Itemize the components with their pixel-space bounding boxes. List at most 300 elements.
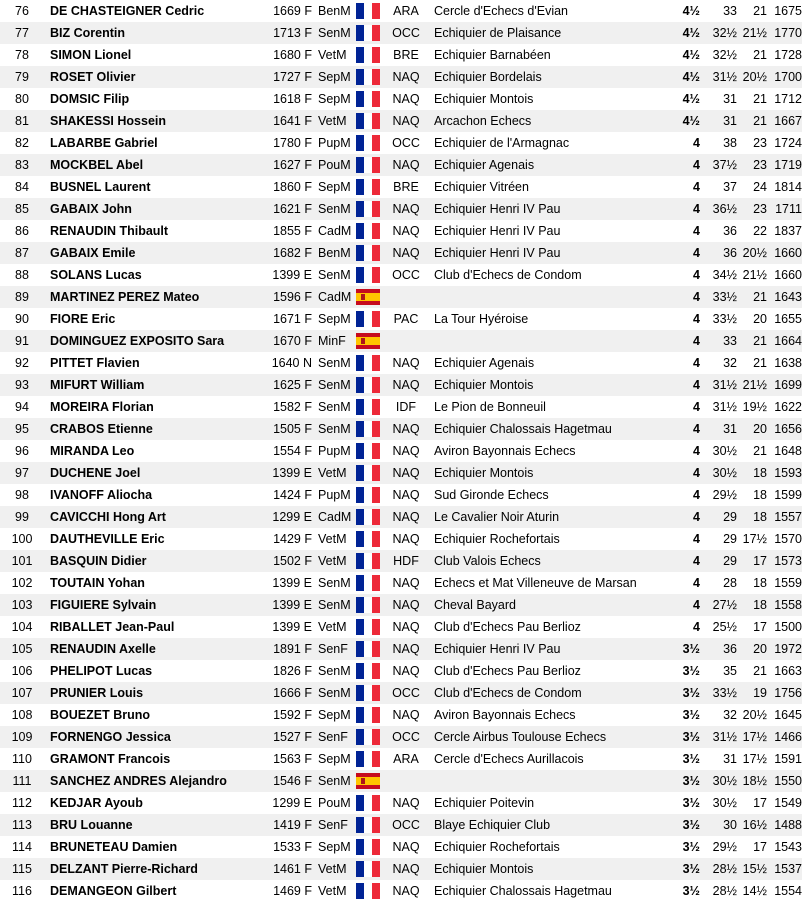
player-league: ARA [393,752,419,766]
player-category: SenF [318,818,348,832]
player-rank: 79 [15,70,29,84]
performance: 1543 [774,840,802,854]
player-club: Le Cavalier Noir Aturin [434,510,560,524]
table-row[interactable] [0,858,802,880]
performance: 1756 [774,686,802,700]
table-row[interactable] [0,330,802,352]
player-league: BRE [393,180,419,194]
player-club: Sud Gironde Echecs [434,488,549,502]
flag-cell [354,792,382,814]
player-league: NAQ [392,840,420,854]
performance: 1537 [774,862,802,876]
player-points: 4 [693,400,700,414]
player-league: BRE [393,48,419,62]
player-rating: 1461 F [273,862,312,876]
table-row[interactable] [0,660,802,682]
performance: 1700 [774,70,802,84]
player-rating: 1596 F [273,290,312,304]
flag-cell [354,110,382,132]
france-flag-icon [356,663,380,679]
performance: 1656 [774,422,802,436]
player-category: SenF [318,730,348,744]
player-rating: 1399 E [272,598,312,612]
player-rank: 92 [15,356,29,370]
player-rank: 110 [12,752,32,766]
table-row[interactable] [0,308,802,330]
player-rating: 1399 E [272,620,312,634]
tiebreak-1: 34½ [712,268,737,282]
table-row[interactable] [0,550,802,572]
player-name: CRABOS Etienne [50,422,153,436]
flag-cell [354,440,382,462]
player-name: GABAIX Emile [50,246,136,260]
france-flag-icon [356,223,380,239]
player-category: VetM [318,554,347,568]
player-club: Club Valois Echecs [434,554,541,568]
player-club: Echiquier Chalossais Hagetmau [434,884,612,898]
player-name: MOREIRA Florian [50,400,154,414]
table-row[interactable] [0,792,802,814]
spain-flag-icon [356,773,380,789]
france-flag-icon [356,179,380,195]
player-name: LABARBE Gabriel [50,136,158,150]
tiebreak-1: 29½ [712,488,737,502]
player-name: ROSET Olivier [50,70,136,84]
player-name: DELZANT Pierre-Richard [50,862,198,876]
player-category: SenM [318,400,351,414]
flag-cell [354,352,382,374]
table-row[interactable] [0,748,802,770]
table-row[interactable] [0,506,802,528]
player-points: 4 [693,466,700,480]
player-league: NAQ [392,466,420,480]
performance: 1573 [774,554,802,568]
france-flag-icon [356,531,380,547]
tiebreak-1: 30½ [712,796,737,810]
player-league: IDF [395,400,417,414]
tiebreak-2: 20½ [742,246,767,260]
tiebreak-2: 21 [753,356,767,370]
performance: 1663 [774,664,802,678]
tiebreak-2: 18 [753,466,767,480]
player-rank: 102 [11,576,33,590]
player-category: SenM [318,598,351,612]
player-name: IVANOFF Aliocha [50,488,153,502]
player-rating: 1780 F [273,136,312,150]
player-points: 3½ [682,818,700,832]
flag-cell [354,638,382,660]
player-points: 4 [693,532,700,546]
player-league: NAQ [392,114,420,128]
flag-cell [354,594,382,616]
flag-cell [354,858,382,880]
player-rank: 85 [15,202,29,216]
performance: 1559 [774,576,802,590]
player-rank: 106 [11,664,33,678]
performance: 1549 [774,796,802,810]
player-category: BenM [318,246,351,260]
tiebreak-2: 16½ [742,818,767,832]
france-flag-icon [356,135,380,151]
tiebreak-2: 21 [753,114,767,128]
table-row[interactable] [0,440,802,462]
flag-cell [354,308,382,330]
tiebreak-2: 20 [753,642,767,656]
player-club: Echiquier Bordelais [434,70,542,84]
player-rank: 88 [15,268,29,282]
player-category: MinF [318,334,346,348]
tiebreak-2: 18 [753,488,767,502]
player-rank: 104 [11,620,33,634]
table-row[interactable] [0,528,802,550]
player-club [430,286,670,308]
player-points: 3½ [682,686,700,700]
player-category: SepM [318,708,351,722]
player-rating: 1399 E [272,466,312,480]
table-row[interactable] [0,374,802,396]
player-club: Club d'Echecs Pau Berlioz [434,664,581,678]
tiebreak-2: 15½ [742,862,767,876]
player-points: 3½ [682,862,700,876]
player-rank: 100 [11,532,33,546]
player-points: 4 [693,576,700,590]
player-rating: 1891 F [273,642,312,656]
flag-cell [354,704,382,726]
tiebreak-1: 30½ [712,466,737,480]
player-league: NAQ [392,862,420,876]
table-row[interactable] [0,220,802,242]
table-row[interactable] [0,836,802,858]
player-league: NAQ [392,158,420,172]
player-rating: 1640 N [271,356,312,370]
player-league: NAQ [392,576,420,590]
player-rating: 1621 F [273,202,312,216]
table-row[interactable] [0,616,802,638]
performance: 1591 [774,752,802,766]
player-name: GRAMONT Francois [50,752,171,766]
tiebreak-1: 28½ [712,884,737,898]
player-category: PouM [318,158,351,172]
tiebreak-1: 36 [723,224,737,238]
player-rating: 1592 F [273,708,312,722]
player-rank: 109 [11,730,33,744]
player-club: La Tour Hyéroise [434,312,529,326]
france-flag-icon [356,267,380,283]
player-category: CadM [318,290,352,304]
player-category: SenM [318,356,351,370]
tiebreak-2: 21 [753,4,767,18]
player-league: ARA [393,4,419,18]
table-row[interactable] [0,110,802,132]
tiebreak-2: 18½ [742,774,767,788]
table-row[interactable] [0,814,802,836]
player-league [382,286,430,308]
player-club: Le Pion de Bonneuil [434,400,546,414]
table-row[interactable] [0,880,802,902]
tiebreak-2: 23 [753,136,767,150]
player-club: Echiquier de l'Armagnac [434,136,570,150]
player-rank: 91 [15,334,29,348]
player-category: SepM [318,70,351,84]
player-points: 4 [693,334,700,348]
flag-cell [354,528,382,550]
tiebreak-2: 17½ [742,532,767,546]
player-points: 3½ [682,708,700,722]
performance: 1466 [774,730,802,744]
performance: 1728 [774,48,802,62]
table-row[interactable] [0,242,802,264]
flag-cell [354,44,382,66]
player-name: FIORE Eric [50,312,116,326]
player-rating: 1299 E [272,796,312,810]
player-rank: 108 [11,708,33,722]
player-rating: 1727 F [273,70,312,84]
player-rating: 1860 F [273,180,312,194]
table-row[interactable] [0,22,802,44]
player-name: RENAUDIN Axelle [50,642,156,656]
table-row[interactable] [0,396,802,418]
tiebreak-1: 32 [723,708,737,722]
tiebreak-1: 36 [723,642,737,656]
france-flag-icon [356,201,380,217]
tiebreak-1: 37½ [712,158,737,172]
player-points: 4 [693,378,700,392]
player-rating: 1399 E [272,576,312,590]
tiebreak-2: 21 [753,290,767,304]
table-row[interactable] [0,682,802,704]
france-flag-icon [356,861,380,877]
player-rank: 89 [15,290,29,304]
player-league [382,770,430,792]
flag-cell [354,506,382,528]
flag-cell [354,242,382,264]
table-row[interactable] [0,704,802,726]
table-row[interactable] [0,264,802,286]
tiebreak-1: 35 [723,664,737,678]
france-flag-icon [356,509,380,525]
player-points: 4 [693,246,700,260]
flag-cell [354,374,382,396]
player-league: OCC [392,26,420,40]
player-name: BASQUIN Didier [50,554,147,568]
player-points: 3½ [682,752,700,766]
player-points: 4 [693,290,700,304]
table-row[interactable] [0,286,802,308]
player-points: 4 [693,312,700,326]
france-flag-icon [356,443,380,459]
player-points: 4 [693,422,700,436]
player-name: DUCHENE Joel [50,466,141,480]
player-league: NAQ [392,444,420,458]
performance: 1645 [774,708,802,722]
player-category: VetM [318,884,347,898]
tiebreak-1: 30½ [712,444,737,458]
player-league: PAC [393,312,419,326]
france-flag-icon [356,685,380,701]
tiebreak-1: 31½ [712,730,737,744]
table-row[interactable] [0,462,802,484]
player-club: Echiquier Vitréen [434,180,529,194]
player-league [382,330,430,352]
player-league: OCC [392,818,420,832]
player-rating: 1527 F [273,730,312,744]
performance: 1554 [774,884,802,898]
france-flag-icon [356,355,380,371]
player-club: Echiquier Agenais [434,356,535,370]
player-category: VetM [318,114,347,128]
table-row[interactable] [0,66,802,88]
tiebreak-1: 28½ [712,862,737,876]
player-club: Echiquier Henri IV Pau [434,202,561,216]
player-points: 4½ [682,4,700,18]
table-row[interactable] [0,176,802,198]
player-category: SenM [318,576,351,590]
player-name: DOMINGUEZ EXPOSITO Sara [50,334,225,348]
tiebreak-2: 18 [753,598,767,612]
flag-cell [354,836,382,858]
player-rank: 84 [15,180,29,194]
player-rank: 103 [11,598,33,612]
player-name: BUSNEL Laurent [50,180,151,194]
player-name: SANCHEZ ANDRES Alejandro [50,774,227,788]
table-row[interactable] [0,418,802,440]
player-name: BOUEZET Bruno [50,708,150,722]
player-rating: 1680 F [273,48,312,62]
tiebreak-1: 32 [723,356,737,370]
table-row[interactable] [0,198,802,220]
player-rank: 83 [15,158,29,172]
player-rank: 82 [15,136,29,150]
flag-cell [354,418,382,440]
table-row[interactable] [0,0,802,22]
france-flag-icon [356,751,380,767]
france-flag-icon [356,91,380,107]
performance: 1488 [774,818,802,832]
player-club: Echiquier Henri IV Pau [434,642,561,656]
performance: 1558 [774,598,802,612]
tiebreak-2: 20 [753,422,767,436]
tiebreak-2: 21 [753,334,767,348]
table-row[interactable] [0,154,802,176]
france-flag-icon [356,553,380,569]
tiebreak-2: 21½ [742,26,767,40]
tiebreak-2: 20½ [742,70,767,84]
player-league: NAQ [392,246,420,260]
player-name: TOUTAIN Yohan [50,576,145,590]
player-name: FORNENGO Jessica [50,730,171,744]
table-row[interactable] [0,638,802,660]
tiebreak-2: 17½ [742,752,767,766]
performance: 1643 [774,290,802,304]
performance: 1648 [774,444,802,458]
table-row[interactable] [0,132,802,154]
player-rating: 1505 F [273,422,312,436]
tiebreak-2: 20½ [742,708,767,722]
player-club: Club d'Echecs Pau Berlioz [434,620,581,634]
player-name: DEMANGEON Gilbert [50,884,177,898]
flag-cell [354,132,382,154]
table-row[interactable] [0,572,802,594]
player-rating: 1826 F [273,664,312,678]
player-rating: 1419 F [273,818,312,832]
player-category: SenF [318,642,348,656]
player-league: NAQ [392,356,420,370]
player-club: Echiquier de Plaisance [434,26,562,40]
france-flag-icon [356,311,380,327]
player-category: PouM [318,796,351,810]
player-category: PupM [318,136,351,150]
player-category: VetM [318,862,347,876]
player-club [430,770,670,792]
player-category: SenM [318,422,351,436]
player-category: PupM [318,444,351,458]
tiebreak-1: 33½ [712,312,737,326]
performance: 1667 [774,114,802,128]
france-flag-icon [356,575,380,591]
table-row[interactable] [0,594,802,616]
player-club: Echiquier Chalossais Hagetmau [434,422,612,436]
player-club: Echecs et Mat Villeneuve de Marsan [434,576,637,590]
flag-cell [354,484,382,506]
player-league: HDF [393,554,419,568]
performance: 1557 [774,510,802,524]
table-row[interactable] [0,88,802,110]
player-name: CAVICCHI Hong Art [50,510,166,524]
player-points: 3½ [682,664,700,678]
player-name: RIBALLET Jean-Paul [50,620,175,634]
table-row[interactable] [0,770,802,792]
performance: 1675 [774,4,802,18]
tiebreak-1: 31 [723,752,737,766]
player-name: PRUNIER Louis [50,686,144,700]
tiebreak-1: 38 [723,136,737,150]
tiebreak-1: 31½ [712,400,737,414]
performance: 1712 [774,92,802,106]
player-points: 4½ [682,114,700,128]
player-rating: 1625 F [273,378,312,392]
table-row[interactable] [0,44,802,66]
player-league: NAQ [392,510,420,524]
player-name: RENAUDIN Thibault [50,224,169,238]
player-rating: 1582 F [273,400,312,414]
table-row[interactable] [0,352,802,374]
player-rating: 1533 F [273,840,312,854]
player-club: Cercle d'Echecs Aurillacois [434,752,584,766]
france-flag-icon [356,47,380,63]
player-category: SenM [318,378,351,392]
player-name: MOCKBEL Abel [50,158,144,172]
player-club: Echiquier Montois [434,378,534,392]
player-rating: 1671 F [273,312,312,326]
flag-cell [354,396,382,418]
player-league: OCC [392,268,420,282]
table-row[interactable] [0,484,802,506]
player-league: NAQ [392,884,420,898]
player-category: SepM [318,752,351,766]
player-club: Echiquier Rochefortais [434,840,560,854]
player-rank: 113 [12,818,32,832]
france-flag-icon [356,839,380,855]
tiebreak-1: 29 [723,532,737,546]
flag-cell [354,330,382,352]
france-flag-icon [356,729,380,745]
tiebreak-1: 30 [723,818,737,832]
player-rank: 105 [11,642,33,656]
performance: 1500 [774,620,802,634]
table-row[interactable] [0,726,802,748]
player-rating: 1429 F [273,532,312,546]
tiebreak-2: 20 [753,312,767,326]
